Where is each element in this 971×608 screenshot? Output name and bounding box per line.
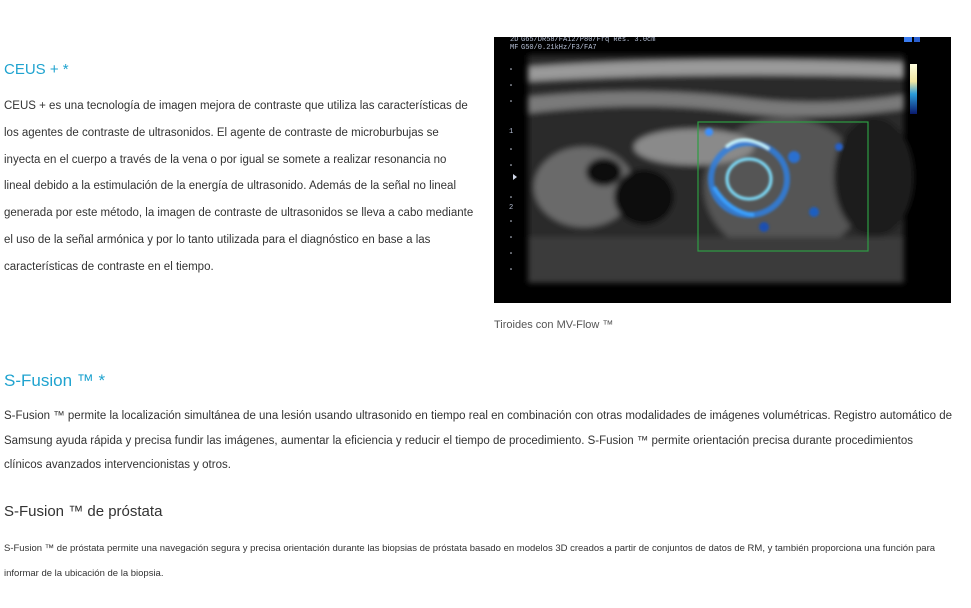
- prostate-description: S-Fusion ™ de próstata permite una navegación segura y precisa orientación durante las biopsias de próstata basado en modelos 3D creados a partir de conjuntos de datos de RM, y también proporciona una función para informar de la ubicación de la biopsia.: [4, 543, 936, 579]
- hud-line-1: G65/DR58/FA12/P80/Frq Res. 3.0cm: [521, 37, 656, 44]
- sfusion-heading: S-Fusion ™ *: [4, 371, 106, 390]
- ceus-description: CEUS + es una tecnología de imagen mejora de contraste que utiliza las características de los agentes de contraste de ultrasonidos. El agente de contraste de microburbujas se inyecta en el cuerpo a través de la vena o por igual se somete a realizar resonancia no lineal debido a la estimulación de la energía de ultrasonido. Además de la señal no lineal generada por este método, la imagen de contraste de ultrasonidos se lleva a cabo mediante el uso de la señal armónica y por lo tanto utilizada para el diagnóstico en base a las características de contraste en el tiempo.: [4, 100, 474, 273]
- flow-color-bar: [910, 64, 917, 114]
- mode-mf-label: MF: [510, 44, 519, 52]
- probe-icon: [904, 37, 912, 42]
- depth-mark-2: 2: [509, 204, 514, 212]
- depth-mark-1: 1: [509, 128, 514, 136]
- mode-2d-label: 2D: [510, 37, 519, 44]
- prostate-heading: S-Fusion ™ de próstata: [4, 503, 163, 520]
- ultrasound-image: [494, 37, 951, 303]
- hud-line-2: G50/0.21kHz/F3/FA7: [521, 44, 597, 52]
- sfusion-description: S-Fusion ™ permite la localización simultánea de una lesión usando ultrasonido en tiempo real en combinación con otras modalidades de imágenes volumétricas. Registro automático de Samsung ayuda rápida y precisa fundir las imágenes, aumentar la eficiencia y reducir el tiempo de procedimiento. S-Fusion ™ permite orientación precisa durante procedimientos clínicos avanzados intervencionistas y otros.: [4, 410, 952, 472]
- thyroid-mv-flow-scan: [494, 37, 951, 303]
- ceus-heading: CEUS + *: [4, 61, 69, 78]
- ultrasound-caption: Tiroides con MV-Flow ™: [494, 319, 614, 331]
- settings-icon: [914, 37, 920, 42]
